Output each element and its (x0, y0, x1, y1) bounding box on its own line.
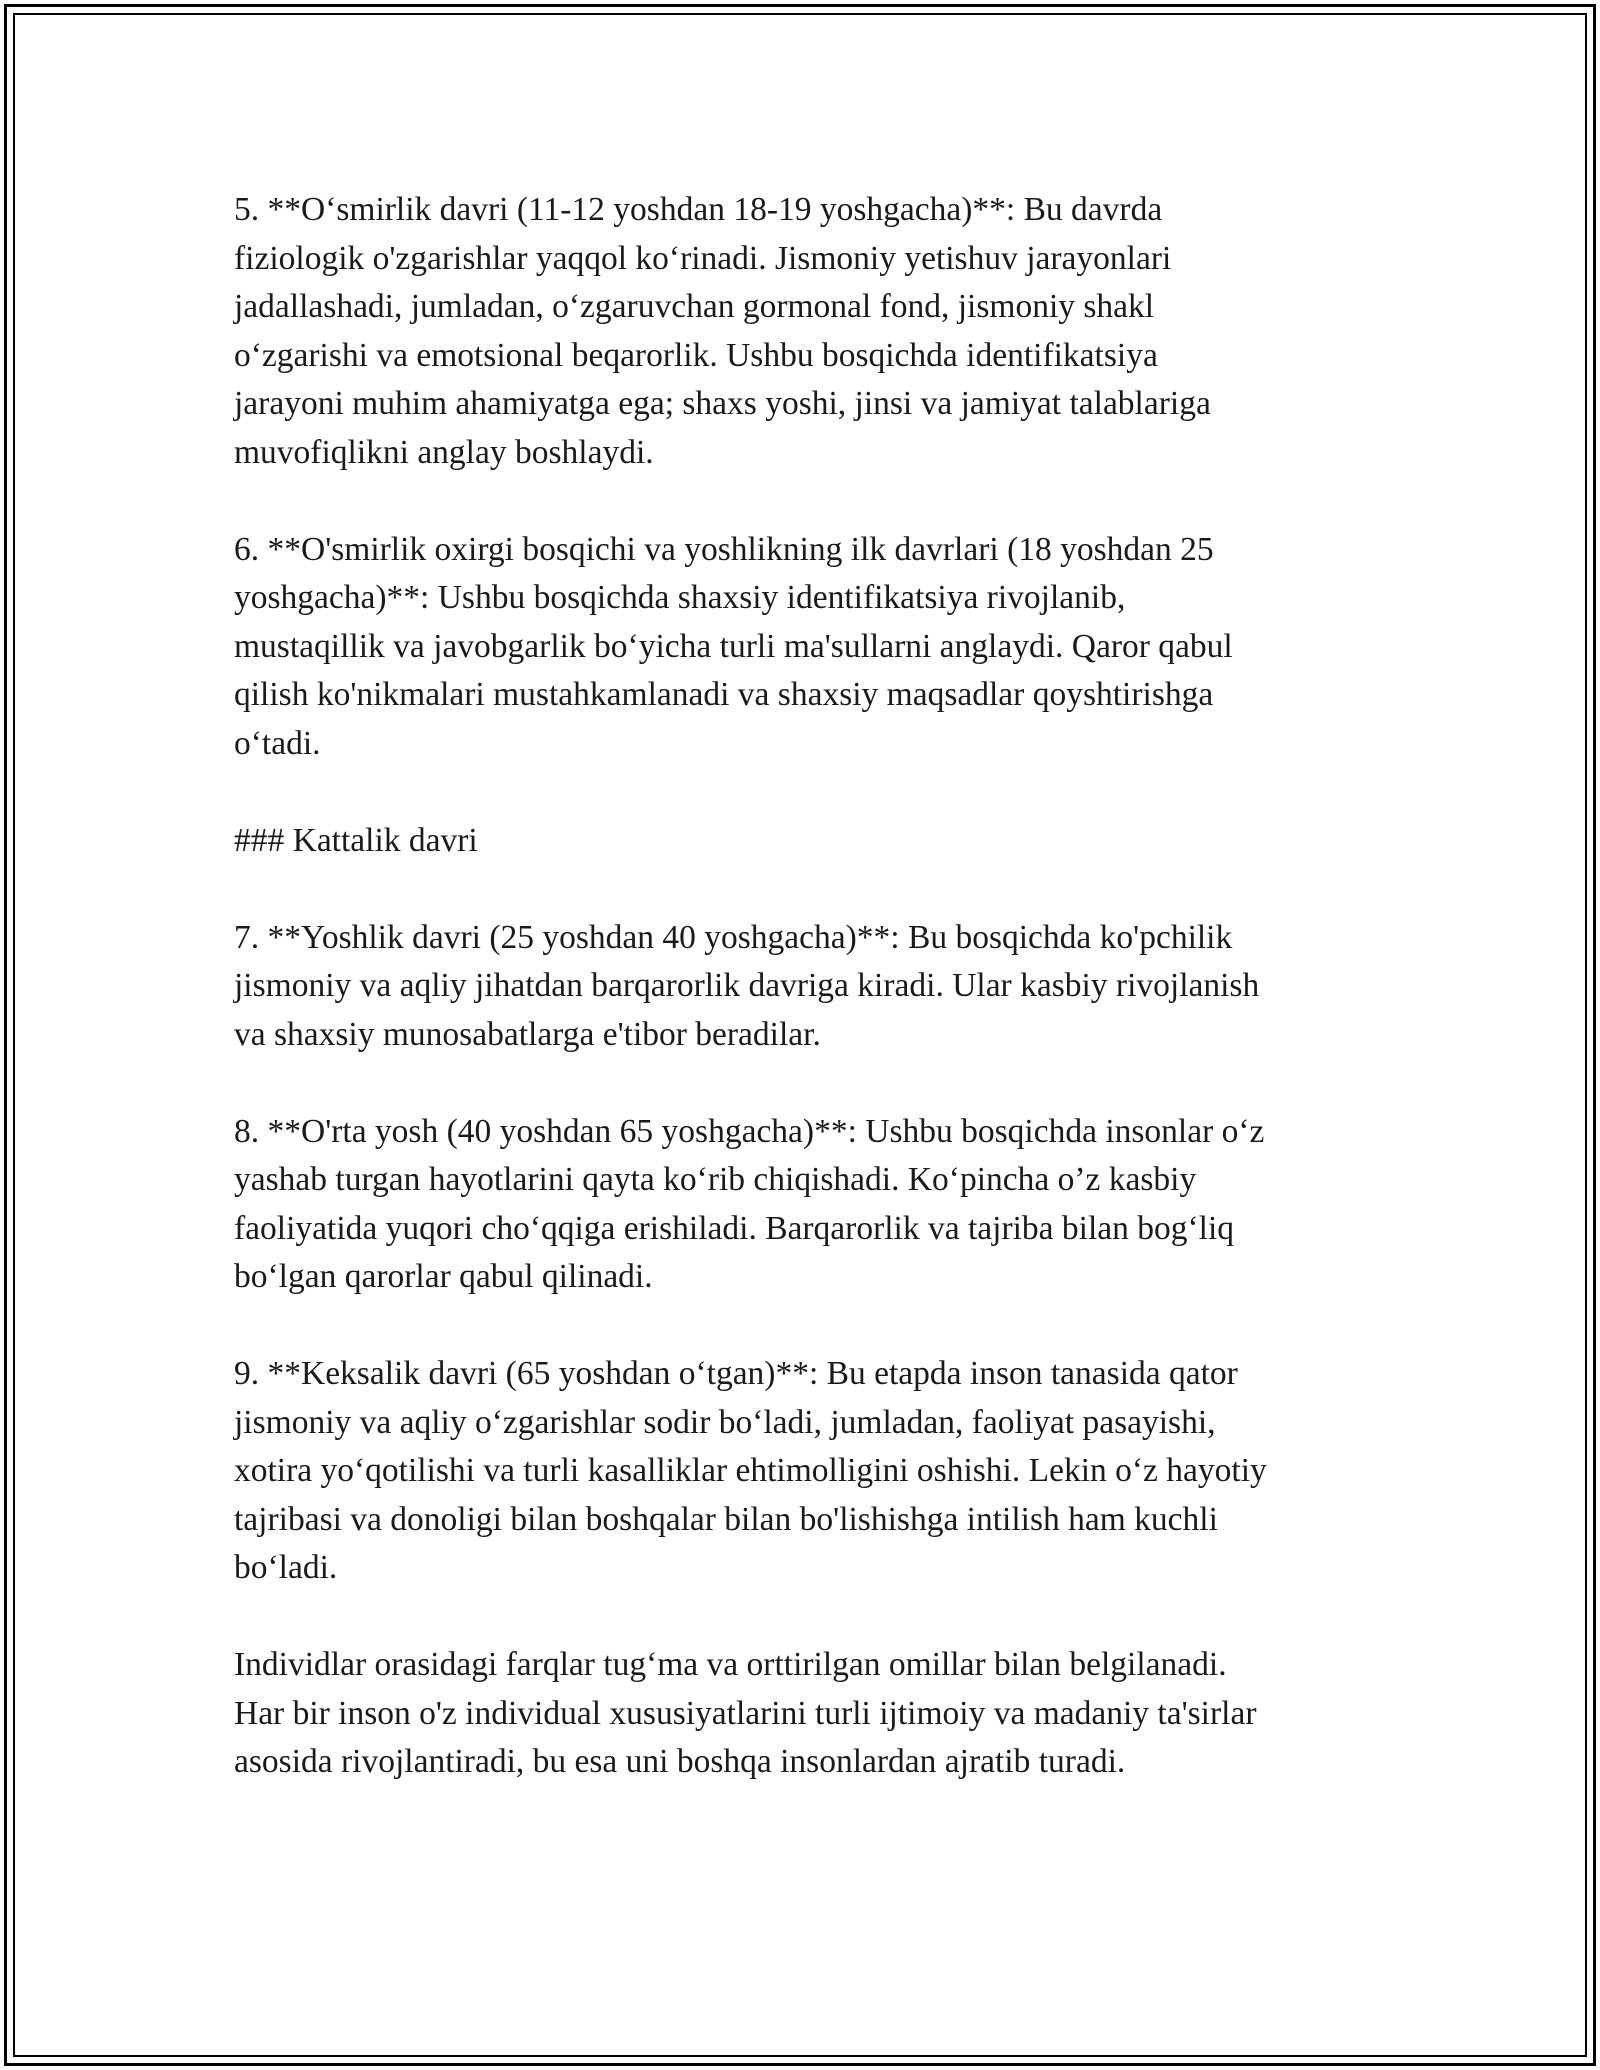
text-line: va shaxsiy munosabatlarga e'tibor beradilar. (234, 1015, 821, 1053)
section-heading (234, 817, 1374, 866)
text-line: Har bir inson o'z individual xususiyatlarini turli ijtimoiy va madaniy ta'sirlar (234, 1694, 1257, 1732)
text-line: jarayoni muhim ahamiyatga ega; shaxs yoshi, jinsi va jamiyat talablariga (234, 385, 1211, 422)
text-line: 6. **O'smirlik oxirgi bosqichi va yoshlikning ilk davrlari (18 yoshdan 25 (234, 530, 1214, 568)
text-line: yoshgacha)**: Ushbu bosqichda shaxsiy identifikatsiya rivojlanib, (234, 579, 1126, 616)
text-line: ### Kattalik davri (234, 821, 478, 859)
text-line: 8. **O'rta yosh (40 yoshdan 65 yoshgacha)**: Ushbu bosqichda insonlar o‘z (234, 1112, 1265, 1150)
paragraph-stage-5 (234, 186, 1374, 477)
text-line: xotira yo‘qotilishi va turli kasalliklar ehtimolligini oshishi. Lekin o‘z hayotiy (234, 1452, 1267, 1489)
text-line: 9. **Keksalik davri (65 yoshdan o‘tgan)**: Bu etapda inson tanasida qator (234, 1355, 1238, 1392)
text-line: muvofiqlikni anglay boshlaydi. (234, 433, 654, 471)
paragraph-stage-6 (234, 526, 1374, 769)
text-line: jismoniy va aqliy jihatdan barqarorlik davriga kiradi. Ular kasbiy rivojlanish (234, 967, 1260, 1004)
text-line: 7. **Yoshlik davri (25 yoshdan 40 yoshgacha)**: Bu bosqichda ko'pchilik (234, 918, 1233, 956)
text-line: jadallashadi, jumladan, o‘zgaruvchan gormonal fond, jismoniy shakl (234, 288, 1155, 325)
text-line: 5. **O‘smirlik davri (11-12 yoshdan 18-19 yoshgacha)**: Bu davrda (234, 191, 1163, 228)
text-line: Individlar orasidagi farqlar tug‘ma va orttirilgan omillar bilan belgilanadi. (234, 1646, 1227, 1683)
text-line: o‘zgarishi va emotsional beqarorlik. Ushbu bosqichda identifikatsiya (234, 336, 1158, 374)
document-body (234, 186, 1374, 1787)
text-line: asosida rivojlantiradi, bu esa uni boshqa insonlardan ajratib turadi. (234, 1743, 1126, 1780)
text-line: bo‘lgan qarorlar qabul qilinadi. (234, 1258, 653, 1295)
text-line: fiziologik o'zgarishlar yaqqol ko‘rinadi. Jismoniy yetishuv jarayonlari (234, 239, 1172, 277)
text-line: tajribasi va donoligi bilan boshqalar bilan bo'lishishga intilish ham kuchli (234, 1500, 1218, 1538)
text-line: bo‘ladi. (234, 1549, 338, 1586)
text-line: faoliyatida yuqori cho‘qqiga erishiladi. Barqarorlik va tajriba bilan bog‘liq (234, 1209, 1235, 1247)
paragraph-stage-9 (234, 1350, 1374, 1593)
text-line: o‘tadi. (234, 724, 321, 762)
text-line: mustaqillik va javobgarlik bo‘yicha turli ma'sullarni anglaydi. Qaror qabul (234, 627, 1233, 665)
paragraph-conclusion (234, 1641, 1374, 1787)
paragraph-stage-7 (234, 914, 1374, 1060)
text-line: jismoniy va aqliy o‘zgarishlar sodir bo‘ladi, jumladan, faoliyat pasayishi, (234, 1403, 1216, 1441)
text-line: yashab turgan hayotlarini qayta ko‘rib chiqishadi. Ko‘pincha o’z kasbiy (234, 1161, 1197, 1198)
paragraph-stage-8 (234, 1108, 1374, 1302)
text-line: qilish ko'nikmalari mustahkamlanadi va shaxsiy maqsadlar qoyshtirishga (234, 676, 1214, 713)
